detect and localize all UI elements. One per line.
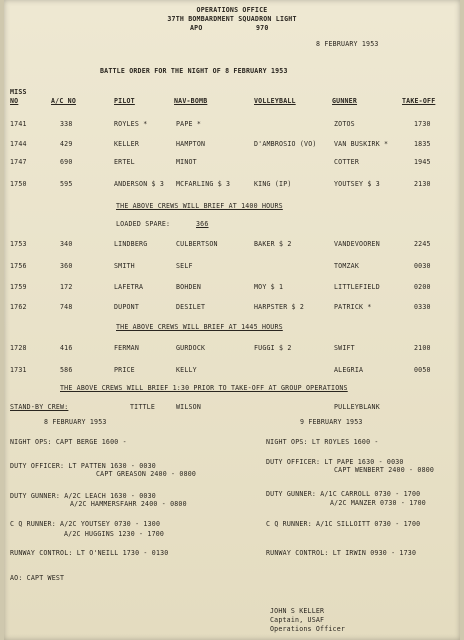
cell-volley: FUGGI $ 2: [254, 344, 292, 352]
duty-gunner-right-1: DUTY GUNNER: A/1C CARROLL 0730 - 1700: [266, 490, 421, 498]
cell-pilot: SMITH: [114, 262, 135, 270]
ao-left: AO: CAPT WEST: [10, 574, 65, 582]
cell-gunner: SWIFT: [334, 344, 355, 352]
signature-rank: Captain, USAF: [270, 616, 325, 624]
cell-pilot: FERMAN: [114, 344, 140, 352]
col-miss-bottom: NO: [10, 97, 19, 105]
duty-gunner-left-1: DUTY GUNNER: A/2C LEACH 1630 - 0030: [10, 492, 156, 500]
cell-gunner: YOUTSEY $ 3: [334, 180, 380, 188]
night-ops-left: NIGHT OPS: CAPT BERGE 1600 -: [10, 438, 127, 446]
cell-pilot: ROYLES *: [114, 120, 148, 128]
cell-volley: MOY $ 1: [254, 283, 284, 291]
duty-date-right: 9 FEBRUARY 1953: [300, 418, 363, 426]
cell-ac: 338: [60, 120, 73, 128]
col-pilot: PILOT: [114, 97, 135, 105]
cell-gunner: VANDEVOOREN: [334, 240, 380, 248]
cell-takeoff: 0200: [414, 283, 431, 291]
document-date: 8 FEBRUARY 1953: [316, 40, 379, 48]
cq-runner-left-2: A/2C HUGGINS 1230 - 1700: [64, 530, 165, 538]
duty-officer-right-1: DUTY OFFICER: LT PAPE 1630 - 0030: [266, 458, 404, 466]
cell-pilot: DUPONT: [114, 303, 140, 311]
cell-volley: HARPSTER $ 2: [254, 303, 305, 311]
loaded-spare-value: 366: [196, 220, 209, 228]
cq-runner-left-1: C Q RUNNER: A/2C YOUTSEY 0730 - 1300: [10, 520, 161, 528]
cell-takeoff: 1730: [414, 120, 431, 128]
squadron-heading: 37TH BOMBARDMENT SQUADRON LIGHT: [167, 15, 297, 23]
cell-miss: 1753: [10, 240, 27, 248]
cell-ac: 416: [60, 344, 73, 352]
duty-officer-left-1: DUTY OFFICER: LT PATTEN 1630 - 0030: [10, 462, 156, 470]
battle-order-document: [4, 0, 460, 640]
duty-date-left: 8 FEBRUARY 1953: [44, 418, 107, 426]
brief-note-3: THE ABOVE CREWS WILL BRIEF 1:30 PRIOR TO TAKE-OFF AT GROUP OPERATIONS: [60, 384, 348, 392]
office-heading: OPERATIONS OFFICE: [196, 6, 268, 14]
col-takeoff: TAKE-OFF: [402, 97, 436, 105]
col-miss-top: MISS: [10, 88, 27, 96]
apo-label: APO: [190, 24, 203, 32]
cell-nav: PAPE *: [176, 120, 202, 128]
cell-nav: GURDOCK: [176, 344, 206, 352]
cell-nav: SELF: [176, 262, 193, 270]
cell-takeoff: 0330: [414, 303, 431, 311]
col-gunner: GUNNER: [332, 97, 358, 105]
cell-takeoff: 1945: [414, 158, 431, 166]
standby-pilot: TITTLE: [130, 403, 156, 411]
cell-takeoff: 2245: [414, 240, 431, 248]
cell-gunner: ALEGRIA: [334, 366, 364, 374]
col-nav: NAV-BOMB: [174, 97, 208, 105]
night-ops-right: NIGHT OPS: LT ROYLES 1600 -: [266, 438, 379, 446]
signature-title: Operations Officer: [270, 625, 346, 633]
cell-nav: MCFARLING $ 3: [176, 180, 231, 188]
cell-ac: 586: [60, 366, 73, 374]
cell-gunner: PATRICK *: [334, 303, 372, 311]
cell-pilot: ERTEL: [114, 158, 135, 166]
cell-gunner: COTTER: [334, 158, 360, 166]
cq-runner-right: C Q RUNNER: A/1C SILLOITT 0730 - 1700: [266, 520, 421, 528]
cell-miss: 1741: [10, 120, 27, 128]
duty-officer-left-2: CAPT GREASON 2400 - 0800: [96, 470, 197, 478]
cell-nav: CULBERTSON: [176, 240, 218, 248]
cell-ac: 748: [60, 303, 73, 311]
cell-ac: 595: [60, 180, 73, 188]
cell-ac: 429: [60, 140, 73, 148]
standby-nav: WILSON: [176, 403, 202, 411]
cell-nav: HAMPTON: [176, 140, 206, 148]
cell-miss: 1750: [10, 180, 27, 188]
cell-ac: 340: [60, 240, 73, 248]
standby-label: STAND-BY CREW:: [10, 403, 69, 411]
runway-control-left: RUNWAY CONTROL: LT O'NEILL 1730 - 0130: [10, 549, 169, 557]
cell-ac: 172: [60, 283, 73, 291]
cell-takeoff: 1835: [414, 140, 431, 148]
loaded-spare-label: LOADED SPARE:: [116, 220, 171, 228]
col-ac: A/C NO: [51, 97, 77, 105]
cell-miss: 1728: [10, 344, 27, 352]
cell-miss: 1744: [10, 140, 27, 148]
cell-takeoff: 0050: [414, 366, 431, 374]
cell-volley: BAKER $ 2: [254, 240, 292, 248]
apo-number: 970: [256, 24, 269, 32]
cell-ac: 690: [60, 158, 73, 166]
cell-nav: DESILET: [176, 303, 206, 311]
cell-volley: KING (IP): [254, 180, 292, 188]
cell-miss: 1756: [10, 262, 27, 270]
cell-gunner: ZOTOS: [334, 120, 355, 128]
brief-note-2: THE ABOVE CREWS WILL BRIEF AT 1445 HOURS: [116, 323, 283, 331]
cell-takeoff: 0030: [414, 262, 431, 270]
cell-pilot: KELLER: [114, 140, 140, 148]
runway-control-right: RUNWAY CONTROL: LT IRWIN 0930 - 1730: [266, 549, 417, 557]
cell-gunner: LITTLEFIELD: [334, 283, 380, 291]
cell-pilot: LAFETRA: [114, 283, 144, 291]
brief-note-1: THE ABOVE CREWS WILL BRIEF AT 1400 HOURS: [116, 202, 283, 210]
col-volleyball: VOLLEYBALL: [254, 97, 296, 105]
standby-gunner: PULLEYBLANK: [334, 403, 380, 411]
duty-gunner-right-2: A/2C MANZER 0730 - 1700: [330, 499, 426, 507]
cell-takeoff: 2130: [414, 180, 431, 188]
cell-nav: BOHDEN: [176, 283, 202, 291]
cell-pilot: PRICE: [114, 366, 135, 374]
cell-miss: 1747: [10, 158, 27, 166]
cell-pilot: LINDBERG: [114, 240, 148, 248]
cell-miss: 1731: [10, 366, 27, 374]
cell-nav: KELLY: [176, 366, 197, 374]
cell-pilot: ANDERSON $ 3: [114, 180, 165, 188]
cell-volley: D'AMBROSIO (VO): [254, 140, 317, 148]
cell-takeoff: 2100: [414, 344, 431, 352]
cell-ac: 360: [60, 262, 73, 270]
signature-name: JOHN S KELLER: [270, 607, 325, 615]
document-title: BATTLE ORDER FOR THE NIGHT OF 8 FEBRUARY 1953: [100, 67, 288, 75]
cell-nav: MINOT: [176, 158, 197, 166]
cell-miss: 1759: [10, 283, 27, 291]
cell-gunner: TOMZAK: [334, 262, 360, 270]
cell-gunner: VAN BUSKIRK *: [334, 140, 389, 148]
cell-miss: 1762: [10, 303, 27, 311]
duty-officer-right-2: CAPT WENBERT 2400 - 0800: [334, 466, 435, 474]
duty-gunner-left-2: A/2C HAMMERSFAHR 2400 - 0800: [70, 500, 187, 508]
